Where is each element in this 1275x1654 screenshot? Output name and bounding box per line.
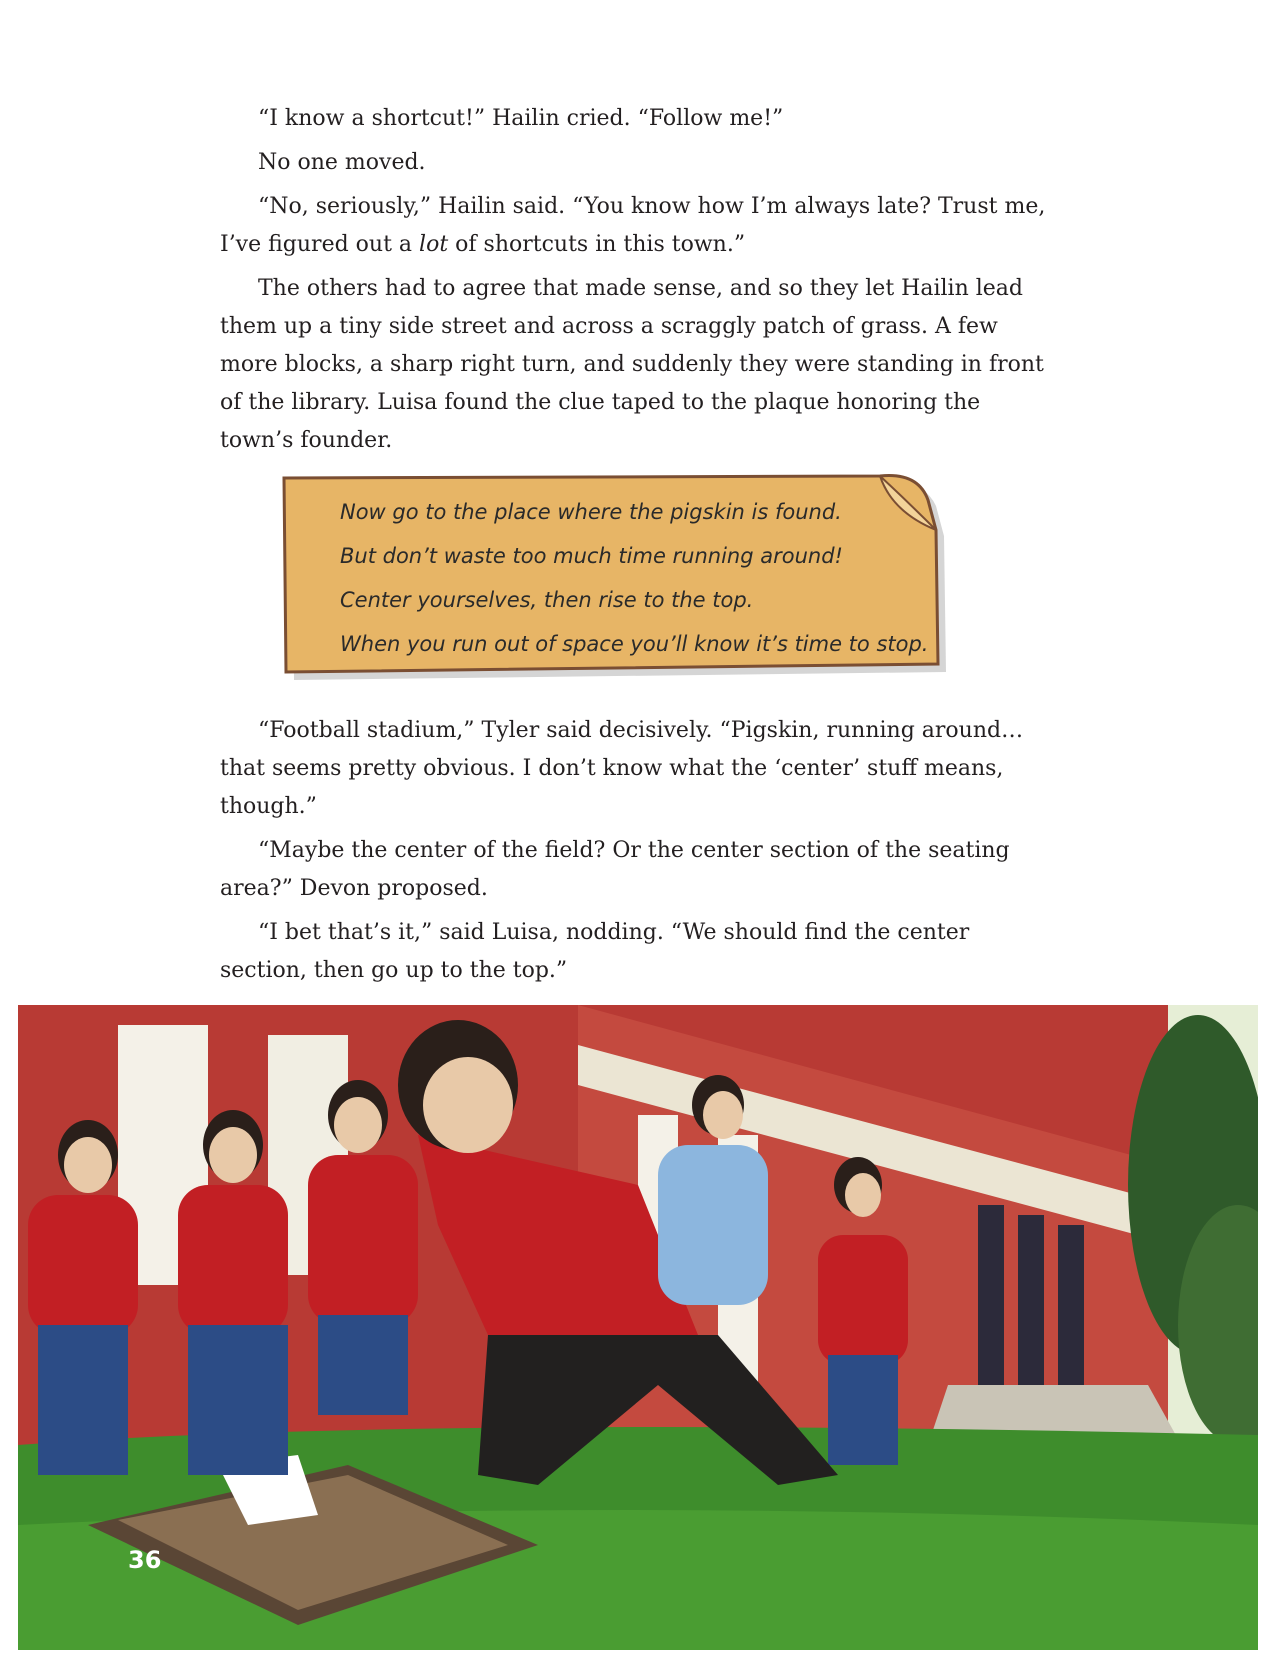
paragraph-1: “I know a shortcut!” Hailin cried. “Follow me!” — [258, 106, 784, 131]
story-illustration — [18, 1005, 1258, 1650]
clue-lines — [340, 490, 940, 666]
paragraph-4: The others had to agree that made sense, and so they let Hailin lead them up a tiny side street and across a scraggly patch of grass. A few more blocks, a sharp right turn, and suddenly they were standing in front of the library. Luisa found the clue taped to the plaque honoring the town’s founder. — [220, 276, 1044, 453]
clue-line-1: Now go to the place where the pigskin is found. — [340, 500, 842, 524]
clue-line-2: But don’t waste too much time running around! — [340, 544, 843, 568]
paragraph-3-emphasis: lot — [419, 232, 449, 257]
paragraph-2: No one moved. — [258, 150, 426, 175]
paragraph-3-before: “No, seriously,” Hailin said. “You know how I’m always late? Trust me, I’ve figured out a — [220, 194, 1046, 257]
paragraph-7: “I bet that’s it,” said Luisa, nodding. “We should find the center section, then go up to the top.” — [220, 920, 970, 983]
paragraph-5: “Football stadium,” Tyler said decisively. “Pigskin, running around…that seems pretty obvious. I don’t know what the ‘center’ stuff means, though.” — [220, 718, 1024, 819]
story-text-bottom — [220, 712, 1050, 996]
library-scene-image — [18, 1005, 1258, 1650]
clue-line-3: Center yourselves, then rise to the top. — [340, 588, 754, 612]
paragraph-3 — [220, 188, 1050, 264]
page-number: 36 — [128, 1546, 162, 1574]
story-text-top — [220, 100, 1050, 466]
paragraph-6: “Maybe the center of the field? Or the center section of the seating area?” Devon proposed. — [220, 838, 1010, 901]
clue-note — [280, 472, 952, 680]
clue-line-4: When you run out of space you’ll know it’s time to stop. — [340, 632, 929, 656]
paragraph-3-after: of shortcuts in this town.” — [448, 232, 746, 257]
